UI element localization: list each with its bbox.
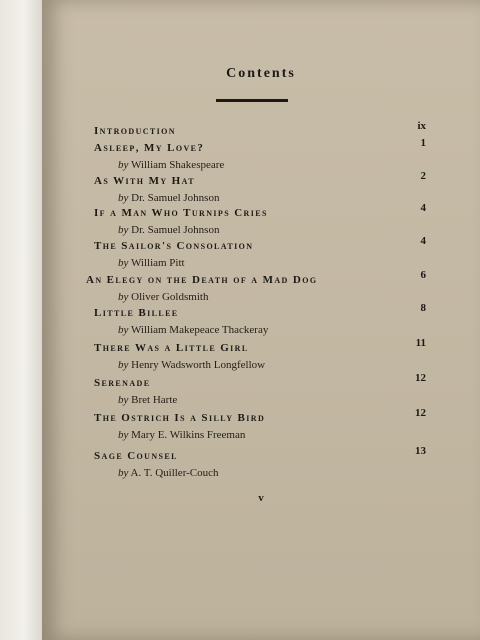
entry-title: Asleep, My Love? bbox=[94, 142, 205, 154]
entry-title: There Was a Little Girl bbox=[94, 342, 249, 354]
page-marker: v bbox=[258, 492, 264, 504]
entry-title: As With My Hat bbox=[94, 175, 195, 187]
entry-page-number: 12 bbox=[415, 372, 426, 384]
entry-author bbox=[118, 257, 185, 269]
facing-page-edge bbox=[0, 0, 44, 640]
title-rule bbox=[216, 99, 288, 102]
entry-title: Introduction bbox=[94, 125, 176, 137]
author-name: William Pitt bbox=[130, 257, 185, 269]
by-label: by bbox=[118, 257, 129, 269]
contents-entry bbox=[94, 445, 430, 490]
by-label: by bbox=[118, 394, 129, 406]
entry-author bbox=[118, 467, 219, 479]
by-label: by bbox=[118, 224, 129, 236]
entry-author bbox=[118, 291, 208, 303]
entry-page-number: 4 bbox=[420, 235, 426, 247]
author-name: Dr. Samuel Johnson bbox=[131, 224, 220, 236]
contents-entry bbox=[94, 337, 430, 382]
by-label: by bbox=[118, 324, 129, 336]
entry-page-number: 2 bbox=[420, 170, 426, 182]
entry-page-number: 1 bbox=[420, 137, 426, 149]
entry-page-number: 8 bbox=[420, 302, 426, 314]
page-title: Contents bbox=[226, 66, 296, 81]
author-name: William Makepeace Thackeray bbox=[130, 324, 269, 336]
contents-entry bbox=[94, 302, 430, 347]
entry-author bbox=[118, 224, 219, 236]
entry-title: Sage Counsel bbox=[94, 450, 178, 462]
author-name: Dr. Samuel Johnson bbox=[131, 192, 220, 204]
entry-page-number: 11 bbox=[415, 337, 426, 349]
author-name: Oliver Goldsmith bbox=[131, 291, 209, 303]
author-name: Bret Harte bbox=[131, 394, 178, 406]
contents-page bbox=[42, 0, 480, 640]
entry-page-number: 12 bbox=[415, 407, 426, 419]
author-name: Henry Wadsworth Longfellow bbox=[131, 359, 266, 371]
entry-author bbox=[118, 324, 268, 336]
entry-title: The Ostrich Is a Silly Bird bbox=[94, 412, 266, 424]
entry-page-number: 6 bbox=[420, 269, 426, 281]
by-label: by bbox=[118, 291, 129, 303]
by-label: by bbox=[118, 159, 129, 171]
by-label: by bbox=[118, 359, 129, 371]
entry-title: An Elegy on the Death of a Mad Dog bbox=[86, 274, 318, 286]
entry-page-number: ix bbox=[417, 120, 426, 132]
entry-page-number: 4 bbox=[420, 202, 426, 214]
author-name: Mary E. Wilkins Freeman bbox=[131, 429, 246, 441]
by-label: by bbox=[118, 429, 129, 441]
by-label: by bbox=[118, 467, 129, 479]
contents-entry bbox=[94, 372, 430, 417]
author-name: William Shakespeare bbox=[130, 159, 225, 171]
entry-author bbox=[118, 429, 245, 441]
entry-title: Little Billee bbox=[94, 307, 179, 319]
entry-author bbox=[118, 359, 265, 371]
entry-title: If a Man Who Turnips Cries bbox=[94, 207, 268, 219]
entry-page-number: 13 bbox=[415, 445, 426, 457]
entry-title: Serenade bbox=[94, 377, 151, 389]
entry-author bbox=[118, 159, 224, 171]
author-name: A. T. Quiller-Couch bbox=[130, 467, 219, 479]
entry-author bbox=[118, 394, 177, 406]
entry-title: The Sailor's Consolation bbox=[94, 240, 254, 252]
entry-author bbox=[118, 192, 219, 204]
by-label: by bbox=[118, 192, 129, 204]
contents-entry bbox=[94, 407, 430, 452]
